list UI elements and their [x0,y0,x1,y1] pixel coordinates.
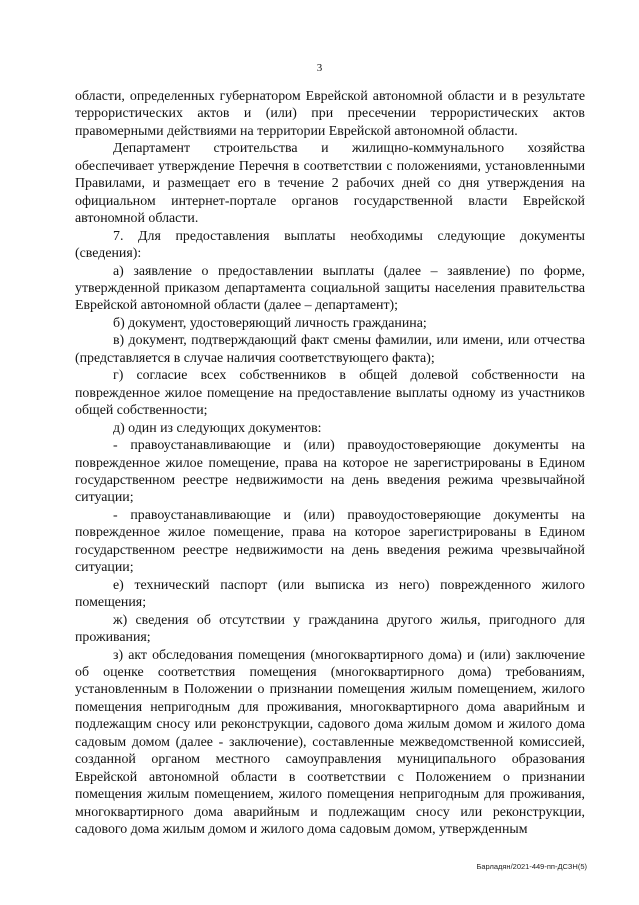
document-footer-code: Барладян/2021-449-пп-ДСЗН(5) [476,862,587,871]
paragraph: - правоустанавливающие и (или) правоудостоверяющие документы на поврежденное жилое помещение, права на которое не зарегистрированы в Едином государственном реестре недвижимости на день введения режима чрезвычайной ситуации; [75,438,585,506]
paragraph: ж) сведения об отсутствии у гражданина другого жилья, пригодного для проживания; [75,612,585,646]
paragraph: б) документ, удостоверяющий личность гражданина; [113,315,427,331]
page-number: 3 [316,62,323,74]
paragraph: области, определенных губернатором Еврейской автономной области и в результате террористических актов и (или) при пресечении террористических актов правомерными действиями на территории Еврейской автономной области. [75,89,585,139]
paragraph: з) акт обследования помещения (многоквартирного дома) и (или) заключение об оценке соответствия помещения (многоквартирного дома) требованиям, установленным в Положении о признании помещения жилым помещением, жилого помещения непригодным для проживания, многоквартирного дома аварийным и подлежащим сносу или реконструкции, садового дома жилым домом и жилого дома садовым домом (далее - заключение), составленные межведомственной комиссией, созданной органом местного самоуправления муниципального образования Еврейской автономной области в соответствии с Положением о признании помещения жилым помещением, жилого помещения непригодным для проживания, многоквартирного дома аварийным и подлежащим сносу или реконструкции, садового дома жилым домом и жилого дома садовым домом, утвержденным [75,647,585,838]
paragraph: е) технический паспорт (или выписка из него) поврежденного жилого помещения; [75,577,585,611]
paragraph: 7. Для предоставления выплаты необходимы следующие документы (сведения): [75,228,585,262]
paragraph: Департамент строительства и жилищно-коммунального хозяйства обеспечивает утверждение Перечня в соответствии с положениями, установленными Правилами, и размещает его в течение 2 рабочих дней со дня утверждения на официальном интернет-портале органов государственной власти Еврейской автономной области. [75,141,585,227]
paragraph: г) согласие всех собственников в общей долевой собственности на поврежденное жилое помещение на предоставление выплаты одному из участников общей собственности; [75,368,585,419]
paragraph: - правоустанавливающие и (или) правоудостоверяющие документы на поврежденное жилое помещение, права на которое зарегистрированы в Едином государственном реестре недвижимости на день введения режима чрезвычайной ситуации; [75,507,585,576]
paragraph: а) заявление о предоставлении выплаты (далее – заявление) по форме, утвержденной приказом департамента социальной защиты населения правительства Еврейской автономной области (далее – департамент); [75,263,585,314]
paragraph: в) документ, подтверждающий факт смены фамилии, или имени, или отчества (представляется в случае наличия соответствующего факта); [75,333,585,366]
paragraph: д) один из следующих документов: [113,420,322,436]
document-body [75,88,585,838]
